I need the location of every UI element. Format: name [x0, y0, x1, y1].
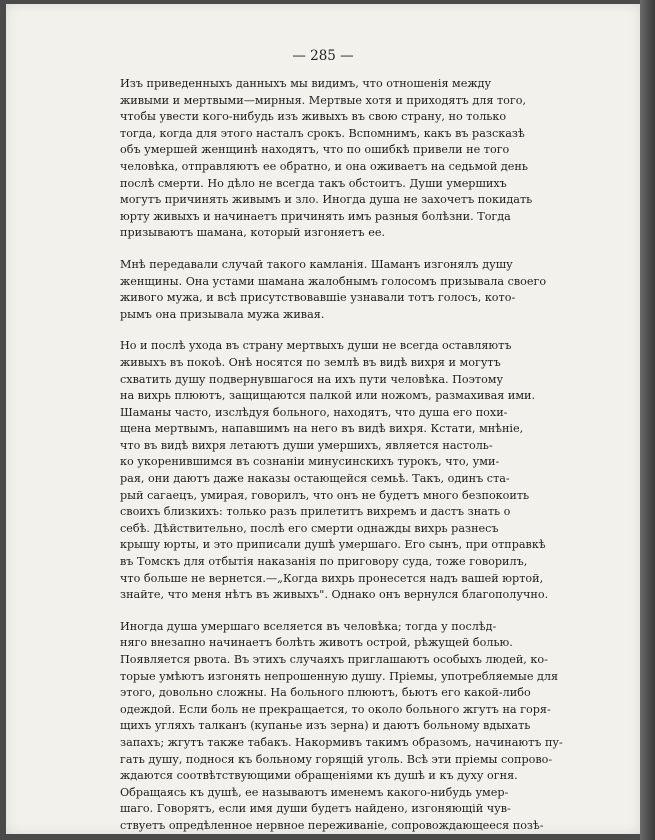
- text-line: щена мертвымъ, напавшимъ на него въ видѣ вихря. Кстати, мнѣніе,: [120, 422, 524, 436]
- paragraph-4: [90, 619, 563, 835]
- page-edge-shadow: [640, 0, 655, 840]
- text-line: одеждой. Если боль не прекращается, то около больного жгутъ на горя-: [120, 702, 551, 716]
- text-line: женщины. Она устами шамана жалобнымъ голосомъ призывала своего: [120, 274, 547, 288]
- text-line: въ Томскъ для отбытія наказанія по приговору суда, тоже говорилъ,: [120, 555, 528, 569]
- page-number: — 285 —: [292, 48, 354, 64]
- text-line: Мнѣ передавали случай такого камланія. Шаманъ изгонялъ душу: [120, 257, 513, 271]
- text-line: гать душу, поднося къ больному горящій уголь. Всѣ эти пріемы сопрово-: [120, 752, 553, 766]
- text-line: шаго. Говорятъ, если имя души будетъ найдено, изгоняющій чув-: [120, 802, 511, 816]
- text-line: рая, они даютъ даже наказы остающейся семьѣ. Такъ, одинъ ста-: [120, 472, 510, 486]
- text-line: рый сагаецъ, умирая, говорилъ, что онъ не будетъ много безпокоить: [120, 488, 530, 502]
- text-line: ко укоренившимся въ сознаніи минусинскихъ турокъ, что, уми-: [120, 455, 500, 469]
- text-line: живыми и мертвыми—мирныя. Мертвые хотя и приходятъ для того,: [120, 93, 527, 107]
- text-line: Изъ приведенныхъ данныхъ мы видимъ, что отношенія между: [120, 77, 492, 90]
- book-page: [6, 4, 640, 834]
- text-line: своихъ близкихъ: только разъ прилетитъ вихремъ и дастъ знать о: [120, 505, 511, 519]
- text-line: рымъ она призывала мужа живая.: [120, 307, 325, 321]
- text-line: что въ видѣ вихря летаютъ души умершихъ, является настоль-: [120, 438, 493, 452]
- text-line: что больше не вернется.—„Когда вихрь пронесется надъ вашей юртой,: [120, 571, 544, 585]
- text-line: живого мужа, и всѣ присутствовавшіе узнавали тотъ голосъ, кото-: [120, 291, 516, 305]
- text-line: на вихрь плюютъ, защищаются палкой или ножомъ, размахивая ими.: [120, 389, 536, 403]
- text-line: запахъ; жгутъ также табакъ. Накормивъ такимъ образомъ, начинаютъ пу-: [120, 735, 563, 749]
- text-line: себѣ. Дѣйствительно, послѣ его смерти однажды вихрь разнесъ: [120, 521, 499, 535]
- text-line: Но и послѣ ухода въ страну мертвыхъ души не всегда оставляютъ: [120, 339, 512, 353]
- text-line: человѣка, отправляютъ ее обратно, и она оживаетъ на седьмой день: [120, 159, 528, 173]
- body-text: [90, 76, 563, 835]
- text-line: тогда, когда для этого насталъ срокъ. Вспомнимъ, какъ въ разсказѣ: [120, 126, 525, 140]
- text-line: объ умершей женщинѣ находятъ, что по ошибкѣ привели не того: [120, 143, 510, 157]
- text-line: схватить душу подвернувшагося на ихъ пути человѣка. Поэтому: [120, 372, 504, 386]
- text-line: послѣ смерти. Но дѣло не всегда такъ обстоитъ. Души умершихъ: [120, 176, 507, 190]
- text-line: няго внезапно начинаетъ болѣть животъ острой, рѣжущей болью.: [120, 636, 513, 650]
- text-line: ждаются соотвѣтствующими обращеніями къ душѣ и къ духу огня.: [120, 769, 518, 783]
- text-line: юрту живыхъ и начинаетъ причинять имъ разныя болѣзни. Тогда: [120, 209, 511, 223]
- text-line: могутъ причинять живымъ и зло. Иногда душа не захочетъ покидать: [120, 193, 533, 207]
- text-line: живыхъ въ покоѣ. Онѣ носятся по землѣ въ видѣ вихря и могутъ: [120, 355, 501, 369]
- paragraph-3: [90, 338, 549, 604]
- paragraph-1: [90, 76, 533, 242]
- text-line: чтобы увести кого-нибудь изъ живыхъ въ свою страну, но только: [120, 110, 507, 124]
- text-line: ствуетъ опредѣленное нервное переживаніе, сопровождающееся позѣ-: [120, 818, 544, 832]
- text-line: торые умѣютъ изгонять непрошенную душу. Пріемы, употребляемые для: [120, 669, 559, 683]
- text-line: Обращаясь къ душѣ, ее называютъ именемъ какого-нибудь умер-: [120, 785, 509, 799]
- text-line: знайте, что меня нѣтъ въ живыхъ". Однако онъ вернулся благополучно.: [120, 588, 549, 602]
- text-line: призываютъ шамана, который изгоняетъ ее.: [120, 226, 386, 240]
- text-line: крышу юрты, и это приписали душѣ умершаго. Его сынъ, при отправкѣ: [120, 538, 546, 552]
- text-line: Появляется рвота. Въ этихъ случаяхъ приглашаютъ особыхъ людей, ко-: [120, 653, 548, 666]
- text-line: щихъ угляхъ талканъ (купанье изъ зерна) и даютъ больному вдыхать: [120, 719, 531, 733]
- text-line: Шаманы часто, изслѣдуя больного, находятъ, что душа его похи-: [120, 405, 508, 419]
- text-line: этого, довольно сложны. На больного плюютъ, бьютъ его какой-либо: [120, 686, 531, 700]
- paragraph-2: [90, 257, 547, 323]
- text-line: Иногда душа умершаго вселяется въ человѣка; тогда у послѣд-: [120, 619, 497, 633]
